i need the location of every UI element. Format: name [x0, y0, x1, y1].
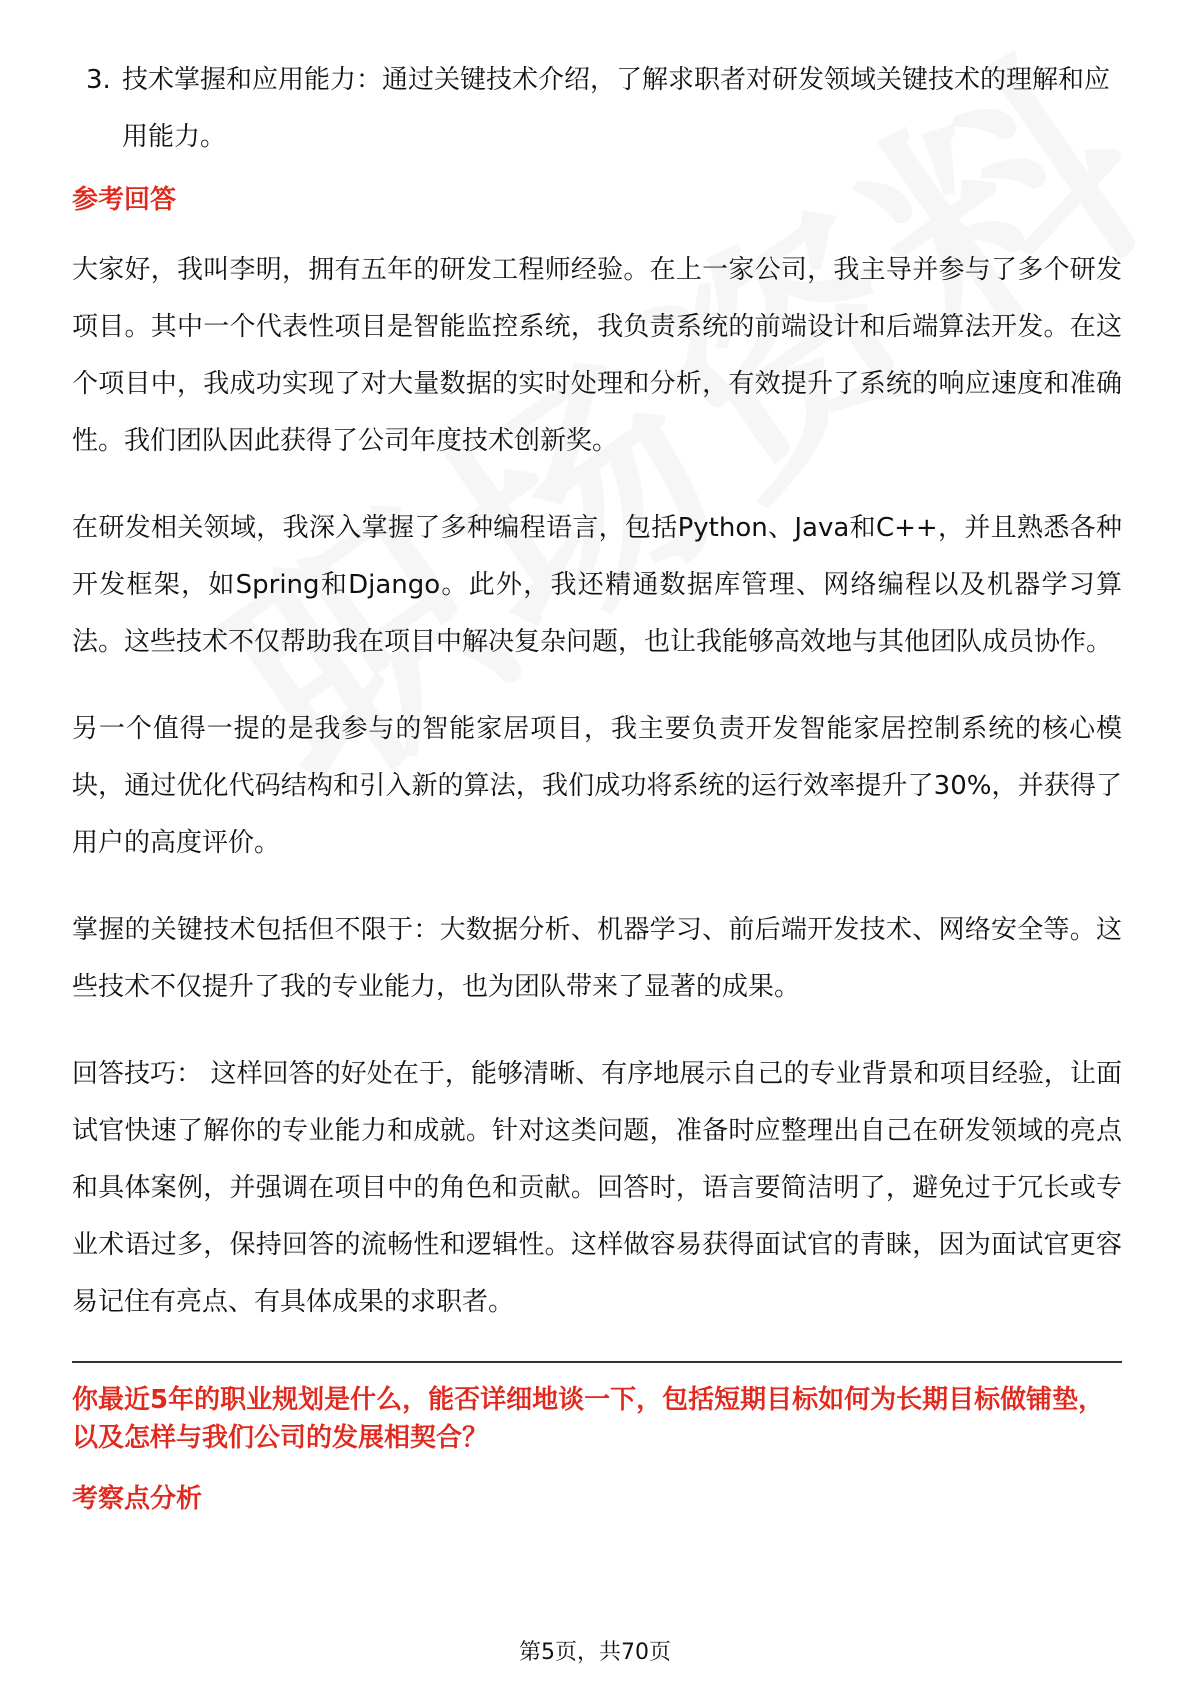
- paragraph-answer-tips: 回答技巧： 这样回答的好处在于，能够清晰、有序地展示自己的专业背景和项目经验，让面试官快速了解你的专业能力和成就。针对这类问题，准备时应整理出自己在研发领域的亮点和具体案例，并强调在项目中的角色和贡献。回答时，语言要简洁明了，避免过于冗长或专业术语过多，保持回答的流畅性和逻辑性。这样做容易获得面试官的青睐，因为面试官更容易记住有亮点、有具体成果的求职者。: [72, 1059, 1122, 1317]
- paragraph-smart-home: 另一个值得一提的是我参与的智能家居项目，我主要负责开发智能家居控制系统的核心模块，通过优化代码结构和引入新的算法，我们成功将系统的运行效率提升了30%，并获得了用户的高度评价。: [72, 714, 1122, 858]
- question-heading: 你最近5年的职业规划是什么，能否详细地谈一下，包括短期目标如何为长期目标做铺垫，以及怎样与我们公司的发展相契合？: [72, 1385, 1105, 1453]
- paragraph-key-tech: 掌握的关键技术包括但不限于：大数据分析、机器学习、前后端开发技术、网络安全等。这些技术不仅提升了我的专业能力，也为团队带来了显著的成果。: [72, 915, 1122, 1002]
- page-footer: 第5页，共70页: [519, 1640, 671, 1665]
- paragraph-intro: 大家好，我叫李明，拥有五年的研发工程师经验。在上一家公司，我主导并参与了多个研发项目。其中一个代表性项目是智能监控系统，我负责系统的前端设计和后端算法开发。在这个项目中，我成功实现了对大量数据的实时处理和分析，有效提升了系统的响应速度和准确性。我们团队因此获得了公司年度技术创新奖。: [72, 255, 1122, 456]
- list-number: 3.: [86, 65, 111, 95]
- paragraph-skills: 在研发相关领域，我深入掌握了多种编程语言，包括Python、Java和C++，并且熟悉各种开发框架，如Spring和Django。此外，我还精通数据库管理、网络编程以及机器学习算法。这些技术不仅帮助我在项目中解决复杂问题，也让我能够高效地与其他团队成员协作。: [72, 513, 1122, 657]
- section-title-reference-answer: 参考回答: [72, 185, 177, 215]
- section-title-analysis: 考察点分析: [72, 1484, 203, 1514]
- list-text: 技术掌握和应用能力：通过关键技术介绍，了解求职者对研发领域关键技术的理解和应用能力。: [122, 65, 1111, 152]
- page-content: [72, 52, 1122, 1541]
- list-item: [72, 52, 1122, 166]
- divider: [72, 1361, 1122, 1363]
